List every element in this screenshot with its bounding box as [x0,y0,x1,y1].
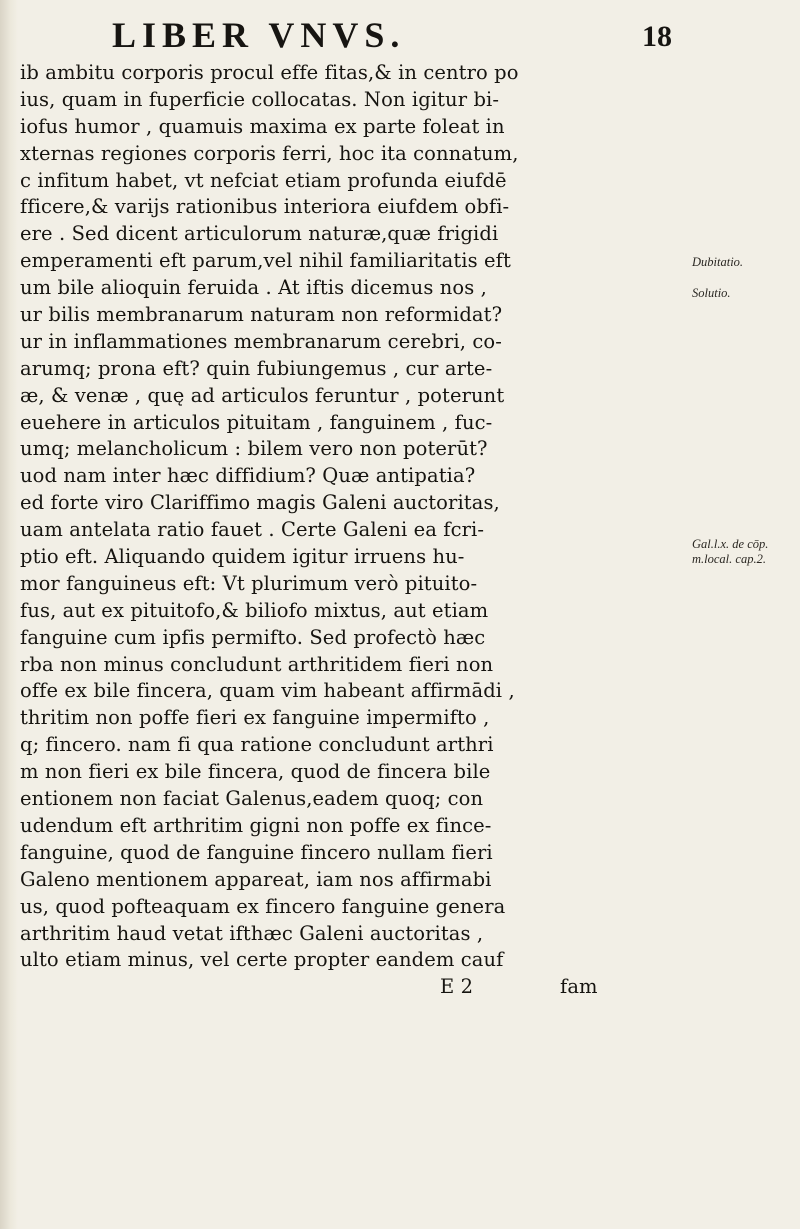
text-line: ur in inflammationes membranarum cerebri, co- [20,329,502,353]
text-line: ptio eft. Aliquando quidem igitur irruens hu- [20,545,465,569]
text-line: entionem non faciat Galenus,eadem quoq; con [20,787,484,811]
text-line: ed forte viro Clariffimo magis Galeni auctoritas, [20,491,500,515]
page-binding-edge [0,0,18,1229]
text-line: fficere,& varijs rationibus interiora eiufdem obfi- [20,195,510,219]
signature-mark: E 2 [440,975,474,999]
text-line: offe ex bile fincera, quam vim habeant affirmādi , [20,679,515,703]
citation-line: Gal.l.x. de cōp. [692,537,769,551]
text-line: ius, quam in fuperficie collocatas. Non igitur bi- [20,87,500,111]
text-line: udendum eft arthritim gigni non poffe ex fince- [20,813,492,837]
page-header [112,14,672,54]
text-line: fanguine cum ipfis permifto. Sed profectò hæc [20,625,486,649]
text-line: æ, & venæ , quę ad articulos feruntur , poterunt [20,383,505,407]
text-line: thritim non poffe fieri ex fanguine impermifto , [20,706,490,730]
text-line: uod nam inter hæc diffidium? Quæ antipatia? [20,464,476,488]
text-line: uam antelata ratio fauet . Certe Galeni ea fcri- [20,518,485,542]
text-line: fus, aut ex pituitofo,& biliofo mixtus, aut etiam [20,598,489,622]
text-line: Galeno mentionem appareat, iam nos affirmabi [20,867,492,891]
text-line: arumq; prona eft? quin fubiungemus , cur arte- [20,356,493,380]
text-line: iofus humor , quamuis maxima ex parte foleat in [20,114,505,138]
margin-note-citation [692,537,800,567]
text-line: ulto etiam minus, vel certe propter eandem cauf [20,948,504,972]
text-line: umq; melancholicum : bilem vero non poterūt? [20,437,488,461]
margin-note-dubitatio: Dubitatio. [692,255,744,269]
margin-note-solutio: Solutio. [692,286,731,300]
text-line: mor fanguineus eft: Vt plurimum verò pituito- [20,571,478,595]
citation-line: m.local. cap.2. [692,552,766,566]
text-line: ere . Sed dicent articulorum naturæ,quæ frigidi [20,222,499,246]
text-line: c infitum habet, vt nefciat etiam profunda eiufdē [20,168,507,192]
body-text [20,60,666,1001]
text-line: um bile alioquin feruida . At iftis dicemus nos , [20,276,487,300]
running-head: LIBER VNVS. [112,15,406,55]
text-line: m non fieri ex bile fincera, quod de fincera bile [20,760,491,784]
catchword: fam [560,975,598,999]
text-line: us, quod pofteaquam ex fincero fanguine genera [20,894,506,918]
text-line: rba non minus concludunt arthritidem fieri non [20,652,494,676]
text-line: euehere in articulos pituitam , fanguinem , fuc- [20,410,493,434]
page-number: 18 [642,20,672,53]
text-line: fanguine, quod de fanguine fincero nullam fieri [20,840,493,864]
text-line: arthritim haud vetat ifthæc Galeni auctoritas , [20,921,484,945]
text-line: emperamenti eft parum,vel nihil familiaritatis eft [20,249,511,273]
text-line: xternas regiones corporis ferri, hoc ita connatum, [20,141,519,165]
text-line: ib ambitu corporis procul effe fitas,& in centro po [20,61,519,84]
text-line: q; fincero. nam fi qua ratione concludunt arthri [20,733,494,757]
catchword-line [20,974,666,1001]
text-line: ur bilis membranarum naturam non reformidat? [20,303,503,327]
